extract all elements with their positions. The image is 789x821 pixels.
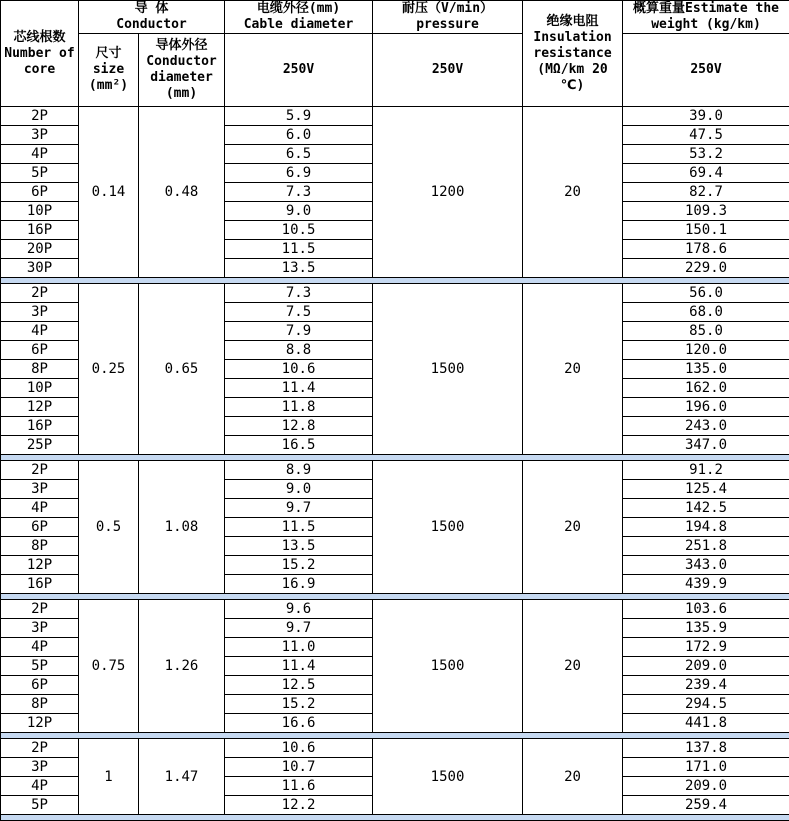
cable-diameter-cell: 16.6 xyxy=(225,714,373,733)
section-separator-band xyxy=(1,815,789,821)
cable-diameter-cell: 11.4 xyxy=(225,379,373,398)
core-count-cell: 2P xyxy=(1,461,79,480)
core-count-cell: 12P xyxy=(1,398,79,417)
weight-cell: 162.0 xyxy=(623,379,789,398)
cable-diameter-cell: 6.0 xyxy=(225,126,373,145)
core-count-cell: 25P xyxy=(1,436,79,455)
core-count-cell: 4P xyxy=(1,777,79,796)
cable-diameter-cell: 7.9 xyxy=(225,322,373,341)
pressure-cell: 1500 xyxy=(373,461,523,594)
cable-diameter-cell: 5.9 xyxy=(225,107,373,126)
conductor-diameter-cell: 0.65 xyxy=(139,284,225,455)
weight-cell: 82.7 xyxy=(623,183,789,202)
table-row xyxy=(1,107,789,126)
table-row xyxy=(1,284,789,303)
header-conductor-diameter-unit: (mm) xyxy=(139,86,224,102)
conductor-diameter-cell: 0.48 xyxy=(139,107,225,278)
header-weight-line1: 概算重量Estimate the xyxy=(623,1,789,17)
header-cable-diameter-en: Cable diameter xyxy=(225,17,372,33)
weight-cell: 196.0 xyxy=(623,398,789,417)
size-cell: 0.25 xyxy=(79,284,139,455)
conductor-diameter-cell: 1.47 xyxy=(139,739,225,815)
header-conductor-group xyxy=(79,1,225,34)
cable-diameter-cell: 16.9 xyxy=(225,575,373,594)
cable-diameter-cell: 6.9 xyxy=(225,164,373,183)
cable-diameter-cell: 11.4 xyxy=(225,657,373,676)
weight-cell: 178.6 xyxy=(623,240,789,259)
core-count-cell: 3P xyxy=(1,758,79,777)
core-count-cell: 16P xyxy=(1,575,79,594)
cable-diameter-cell: 9.7 xyxy=(225,499,373,518)
header-conductor-en: Conductor xyxy=(79,17,224,33)
weight-cell: 109.3 xyxy=(623,202,789,221)
size-cell: 0.75 xyxy=(79,600,139,733)
weight-cell: 68.0 xyxy=(623,303,789,322)
insulation-resistance-cell: 20 xyxy=(523,107,623,278)
cable-diameter-cell: 11.6 xyxy=(225,777,373,796)
core-count-cell: 5P xyxy=(1,796,79,815)
section-separator xyxy=(1,815,789,821)
core-count-cell: 8P xyxy=(1,537,79,556)
weight-cell: 229.0 xyxy=(623,259,789,278)
header-weight xyxy=(623,1,789,34)
header-insulation-zh: 绝缘电阻 xyxy=(523,14,622,30)
core-count-cell: 10P xyxy=(1,202,79,221)
header-conductor-diameter-en2: diameter xyxy=(139,70,224,86)
table-row xyxy=(1,739,789,758)
header-pressure-zh: 耐压（V/min） xyxy=(373,1,522,17)
conductor-diameter-cell: 1.08 xyxy=(139,461,225,594)
core-count-cell: 2P xyxy=(1,739,79,758)
weight-cell: 53.2 xyxy=(623,145,789,164)
cable-diameter-cell: 9.6 xyxy=(225,600,373,619)
core-count-cell: 8P xyxy=(1,695,79,714)
cable-diameter-cell: 15.2 xyxy=(225,695,373,714)
core-count-cell: 4P xyxy=(1,322,79,341)
cable-diameter-cell: 12.8 xyxy=(225,417,373,436)
cable-diameter-cell: 9.7 xyxy=(225,619,373,638)
header-insulation-en2: resistance xyxy=(523,46,622,62)
size-cell: 0.14 xyxy=(79,107,139,278)
weight-cell: 56.0 xyxy=(623,284,789,303)
cable-diameter-cell: 10.7 xyxy=(225,758,373,777)
weight-cell: 347.0 xyxy=(623,436,789,455)
weight-cell: 135.0 xyxy=(623,360,789,379)
header-cable-diameter-zh: 电缆外径(mm) xyxy=(225,1,372,17)
weight-cell: 259.4 xyxy=(623,796,789,815)
core-count-cell: 2P xyxy=(1,600,79,619)
core-count-cell: 10P xyxy=(1,379,79,398)
weight-cell: 441.8 xyxy=(623,714,789,733)
core-count-cell: 3P xyxy=(1,126,79,145)
weight-cell: 91.2 xyxy=(623,461,789,480)
cable-diameter-cell: 12.5 xyxy=(225,676,373,695)
insulation-resistance-cell: 20 xyxy=(523,461,623,594)
weight-cell: 243.0 xyxy=(623,417,789,436)
cable-diameter-cell: 7.3 xyxy=(225,183,373,202)
core-count-cell: 5P xyxy=(1,657,79,676)
header-core-count-en2: core xyxy=(1,62,78,78)
core-count-cell: 4P xyxy=(1,638,79,657)
weight-cell: 137.8 xyxy=(623,739,789,758)
header-core-count-en1: Number of xyxy=(1,46,78,62)
core-count-cell: 3P xyxy=(1,480,79,499)
header-conductor-zh: 导 体 xyxy=(79,1,224,17)
weight-cell: 47.5 xyxy=(623,126,789,145)
table-row xyxy=(1,600,789,619)
cable-diameter-cell: 11.0 xyxy=(225,638,373,657)
header-cable-diameter-voltage: 250V xyxy=(225,34,373,107)
cable-diameter-cell: 7.3 xyxy=(225,284,373,303)
pressure-cell: 1500 xyxy=(373,739,523,815)
cable-diameter-cell: 13.5 xyxy=(225,537,373,556)
weight-cell: 209.0 xyxy=(623,777,789,796)
core-count-cell: 5P xyxy=(1,164,79,183)
header-size xyxy=(79,34,139,107)
core-count-cell: 4P xyxy=(1,499,79,518)
cable-diameter-cell: 6.5 xyxy=(225,145,373,164)
cable-diameter-cell: 9.0 xyxy=(225,480,373,499)
core-count-cell: 2P xyxy=(1,107,79,126)
header-core-count xyxy=(1,1,79,107)
core-count-cell: 3P xyxy=(1,619,79,638)
weight-cell: 194.8 xyxy=(623,518,789,537)
header-insulation-resistance xyxy=(523,1,623,107)
weight-cell: 142.5 xyxy=(623,499,789,518)
cable-diameter-cell: 10.5 xyxy=(225,221,373,240)
core-count-cell: 6P xyxy=(1,183,79,202)
header-size-en: size xyxy=(79,62,138,78)
spec-table-body xyxy=(1,107,789,821)
header-insulation-unit1: (MΩ/km 20 xyxy=(523,62,622,78)
conductor-diameter-cell: 1.26 xyxy=(139,600,225,733)
weight-cell: 251.8 xyxy=(623,537,789,556)
core-count-cell: 30P xyxy=(1,259,79,278)
cable-diameter-cell: 15.2 xyxy=(225,556,373,575)
cable-diameter-cell: 11.5 xyxy=(225,240,373,259)
core-count-cell: 20P xyxy=(1,240,79,259)
core-count-cell: 4P xyxy=(1,145,79,164)
cable-diameter-cell: 16.5 xyxy=(225,436,373,455)
weight-cell: 135.9 xyxy=(623,619,789,638)
weight-cell: 171.0 xyxy=(623,758,789,777)
core-count-cell: 6P xyxy=(1,341,79,360)
pressure-cell: 1500 xyxy=(373,600,523,733)
core-count-cell: 12P xyxy=(1,714,79,733)
weight-cell: 120.0 xyxy=(623,341,789,360)
header-weight-line2: weight (kg/km) xyxy=(623,17,789,33)
weight-cell: 103.6 xyxy=(623,600,789,619)
header-insulation-unit2: ℃) xyxy=(523,78,622,94)
table-row xyxy=(1,461,789,480)
header-insulation-en1: Insulation xyxy=(523,30,622,46)
core-count-cell: 2P xyxy=(1,284,79,303)
weight-cell: 209.0 xyxy=(623,657,789,676)
header-size-zh: 尺寸 xyxy=(79,46,138,62)
header-conductor-diameter xyxy=(139,34,225,107)
header-pressure-en: pressure xyxy=(373,17,522,33)
header-size-unit: (mm²) xyxy=(79,78,138,94)
weight-cell: 172.9 xyxy=(623,638,789,657)
weight-cell: 150.1 xyxy=(623,221,789,240)
core-count-cell: 6P xyxy=(1,518,79,537)
pressure-cell: 1200 xyxy=(373,107,523,278)
weight-cell: 439.9 xyxy=(623,575,789,594)
header-conductor-diameter-zh: 导体外径 xyxy=(139,38,224,54)
insulation-resistance-cell: 20 xyxy=(523,600,623,733)
insulation-resistance-cell: 20 xyxy=(523,739,623,815)
weight-cell: 39.0 xyxy=(623,107,789,126)
core-count-cell: 6P xyxy=(1,676,79,695)
weight-cell: 125.4 xyxy=(623,480,789,499)
cable-diameter-cell: 11.5 xyxy=(225,518,373,537)
size-cell: 0.5 xyxy=(79,461,139,594)
header-pressure-voltage: 250V xyxy=(373,34,523,107)
header-weight-voltage: 250V xyxy=(623,34,789,107)
header-cable-diameter xyxy=(225,1,373,34)
cable-diameter-cell: 11.8 xyxy=(225,398,373,417)
insulation-resistance-cell: 20 xyxy=(523,284,623,455)
cable-diameter-cell: 9.0 xyxy=(225,202,373,221)
weight-cell: 69.4 xyxy=(623,164,789,183)
cable-diameter-cell: 10.6 xyxy=(225,739,373,758)
core-count-cell: 8P xyxy=(1,360,79,379)
pressure-cell: 1500 xyxy=(373,284,523,455)
table-header xyxy=(1,1,789,107)
weight-cell: 343.0 xyxy=(623,556,789,575)
weight-cell: 85.0 xyxy=(623,322,789,341)
header-pressure xyxy=(373,1,523,34)
header-core-count-zh: 芯线根数 xyxy=(1,30,78,46)
cable-diameter-cell: 8.9 xyxy=(225,461,373,480)
core-count-cell: 16P xyxy=(1,417,79,436)
size-cell: 1 xyxy=(79,739,139,815)
cable-diameter-cell: 8.8 xyxy=(225,341,373,360)
cable-diameter-cell: 13.5 xyxy=(225,259,373,278)
core-count-cell: 16P xyxy=(1,221,79,240)
header-conductor-diameter-en1: Conductor xyxy=(139,54,224,70)
core-count-cell: 12P xyxy=(1,556,79,575)
cable-diameter-cell: 12.2 xyxy=(225,796,373,815)
weight-cell: 239.4 xyxy=(623,676,789,695)
cable-diameter-cell: 10.6 xyxy=(225,360,373,379)
cable-diameter-cell: 7.5 xyxy=(225,303,373,322)
core-count-cell: 3P xyxy=(1,303,79,322)
weight-cell: 294.5 xyxy=(623,695,789,714)
